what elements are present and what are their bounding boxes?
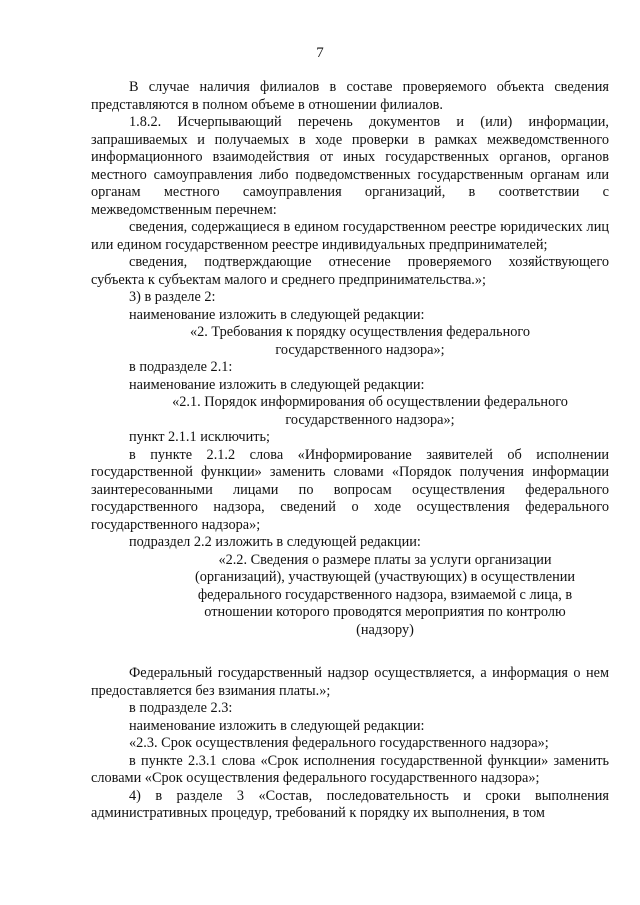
paragraph: пункт 2.1.1 исключить; (129, 429, 270, 445)
document-body (91, 79, 609, 823)
paragraph: наименование изложить в следующей редакции: (129, 376, 425, 393)
paragraph: в подразделе 2.3: (129, 700, 233, 716)
paragraph: в пункте 2.3.1 слова «Срок исполнения государственной функции» заменить словами «Срок осуществления федерального государственного надзора»; (91, 752, 609, 786)
quoted-heading: «2.3. Срок осуществления федерального государственного надзора»; (129, 735, 549, 751)
paragraph: 1.8.2. Исчерпывающий перечень документов и (или) информации, запрашиваемых и получаемых в ходе проверки в рамках межведомственного информационного взаимодействия от иных государственных органов, органов местного самоуправления либо подведомственных государственным органам или органам местного самоуправления организаций, в соответствии с межведомственным перечнем: (91, 114, 609, 218)
page-number: 7 (316, 45, 324, 61)
blank-line (91, 639, 609, 665)
paragraph: сведения, содержащиеся в едином государственном реестре юридических лиц или едином государственном реестре индивидуальных предпринимателей; (91, 219, 609, 253)
quoted-heading: «2.2. Сведения о размере платы за услуги организации (организаций), участвующей (участвующих) в осуществлении федерального государственного надзора, взимаемой с лица, в отношении которого проводятся мероприятия по контролю (надзору) (194, 551, 576, 638)
paragraph: наименование изложить в следующей редакции: (129, 717, 425, 734)
paragraph: в подразделе 2.1: (129, 359, 233, 375)
paragraph: Федеральный государственный надзор осуществляется, а информация о нем предоставляется без взимания платы.»; (91, 665, 609, 699)
paragraph: сведения, подтверждающие отнесение проверяемого хозяйствующего субъекта к субъектам малого и среднего предпринимательства.»; (91, 254, 609, 288)
paragraph: в пункте 2.1.2 слова «Информирование заявителей об исполнении государственной функции» заменить словами «Порядок получения информации заинтересованными лицами по вопросам осуществления федерального государственного надзора, сведений о ходе осуществления федерального государственного надзора»; (91, 446, 609, 533)
paragraph: подраздел 2.2 изложить в следующей редакции: (129, 534, 421, 550)
quoted-heading: «2.1. Порядок информирования об осуществлении федерального государственного надзора»; (172, 394, 568, 428)
paragraph: наименование изложить в следующей редакции: (129, 306, 425, 323)
paragraph: 4) в разделе 3 «Состав, последовательность и сроки выполнения административных процедур, требований к порядку их выполнения, в том (91, 787, 609, 821)
paragraph: 3) в разделе 2: (129, 289, 216, 305)
quoted-heading: «2. Требования к порядку осуществления федерального государственного надзора»; (189, 324, 531, 358)
paragraph: В случае наличия филиалов в составе проверяемого объекта сведения представляются в полном объеме в отношении филиалов. (91, 79, 609, 113)
